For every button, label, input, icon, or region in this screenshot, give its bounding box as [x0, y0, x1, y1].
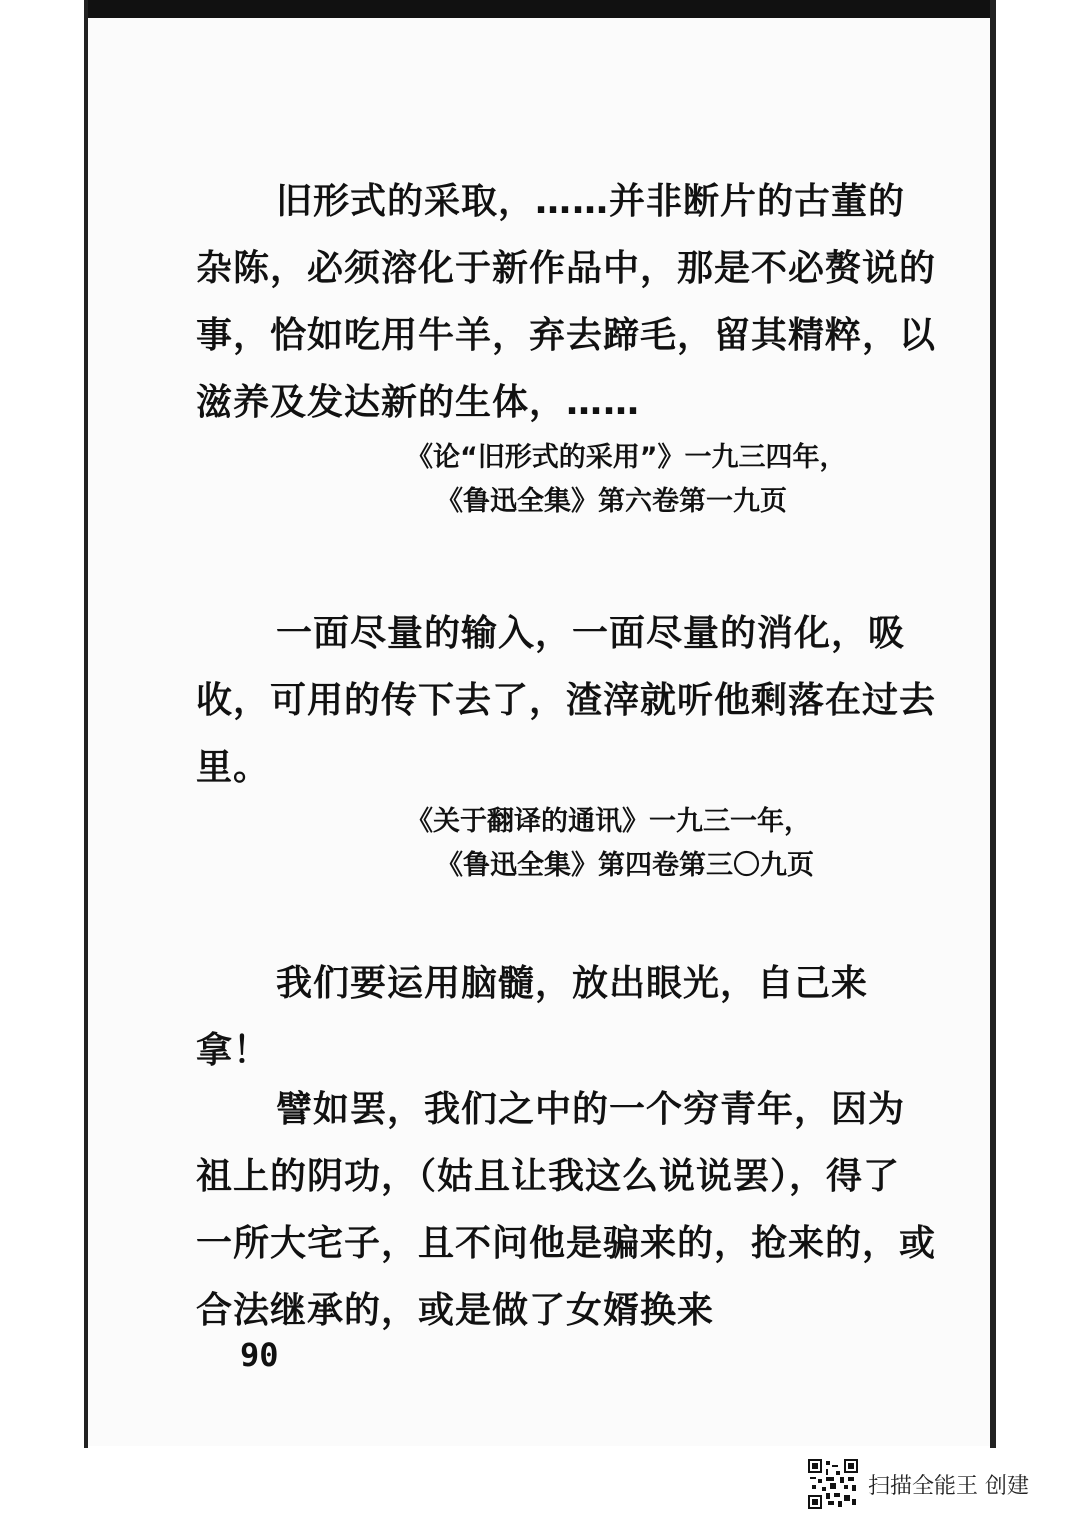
- scanner-watermark: [808, 1458, 1029, 1510]
- citation-1-line-2: 《鲁迅全集》第六卷第一九页: [436, 486, 787, 517]
- quote-paragraph-2: 一面尽量的输入，一面尽量的消化，吸收，可用的传下去了，渣滓就听他剩落在过去里。: [196, 613, 937, 788]
- quote-paragraph-1: 旧形式的采取，……并非断片的古董的杂陈，必须溶化于新作品中，那是不必赘说的事，恰如吃用牛羊，弃去蹄毛，留其精粹，以滋养及发达新的生体，……: [196, 181, 937, 423]
- scan-border-top: [84, 0, 996, 18]
- citation-1-line-1: 《论“旧形式的采用”》一九三四年，: [406, 442, 847, 473]
- quote-paragraph-4: 譬如罢，我们之中的一个穷青年，因为祖上的阴功，（姑且让我这么说说罢），得了一所大宅子，且不问他是骗来的，抢来的，或合法继承的，或是做了女婿换来: [196, 1089, 937, 1331]
- citation-2-line-2: 《鲁迅全集》第四卷第三〇九页: [436, 850, 814, 881]
- watermark-text: 扫描全能王 创建: [868, 1473, 1029, 1499]
- citation-2-line-1: 《关于翻译的通讯》一九三一年，: [406, 806, 811, 837]
- scan-border-right: [990, 0, 996, 1448]
- quote-paragraph-3: 我们要运用脑髓，放出眼光，自己来拿！: [196, 963, 869, 1071]
- qr-code-icon: [808, 1459, 858, 1509]
- book-page: [88, 18, 990, 1446]
- page-number: 90: [240, 1336, 279, 1374]
